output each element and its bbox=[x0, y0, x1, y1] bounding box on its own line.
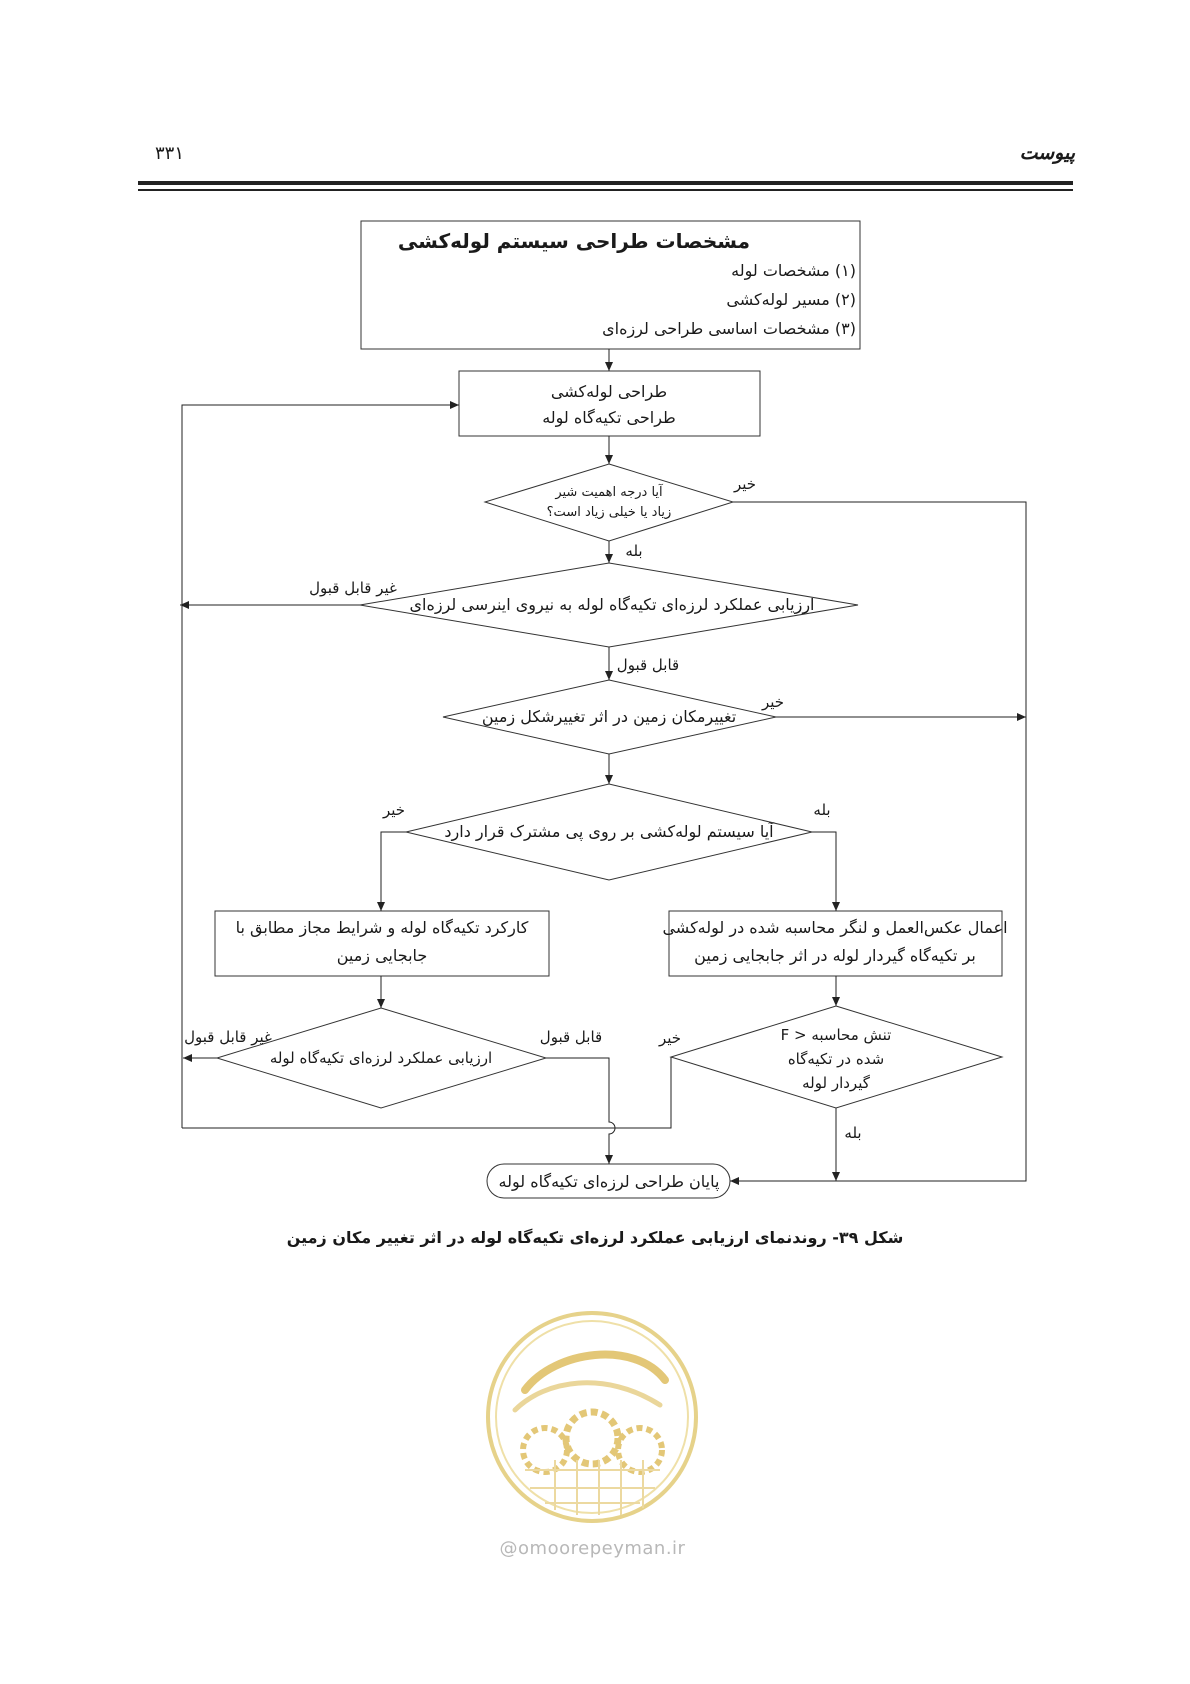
stress-yes-label: بله bbox=[844, 1124, 862, 1142]
section-title: پیوست bbox=[1019, 142, 1075, 164]
foundation-no-label: خیر bbox=[382, 801, 406, 819]
stress-text: F > تنش محاسبه bbox=[780, 1026, 892, 1044]
watermark-logo bbox=[485, 1310, 700, 1525]
spec-title: مشخصات طراحی سیستم لوله‌کشی bbox=[397, 229, 750, 253]
valve-no-label: خیر bbox=[733, 475, 757, 493]
left-box-text: کارکرد تکیه‌گاه لوله و شرایط مجاز مطابق با bbox=[235, 918, 529, 937]
ground-no-label: خیر bbox=[761, 693, 785, 711]
ground-text: تغییرمکان زمین در اثر تغییرشکل زمین bbox=[481, 707, 737, 726]
watermark-url: @omoorepeyman.ir bbox=[499, 1538, 686, 1559]
arrow-foundation-no bbox=[381, 832, 406, 911]
foundation-yes-label: بله bbox=[813, 801, 831, 819]
design-text: طراحی تکیه‌گاه لوله bbox=[542, 408, 676, 427]
spec-item: (۳) مشخصات اساسی طراحی لرزه‌ای bbox=[602, 319, 856, 338]
right-box-text: بر تکیه‌گاه گیردار لوله در اثر جابجایی زمین bbox=[694, 946, 976, 965]
arrow-eval-accept bbox=[546, 1058, 615, 1164]
valve-question: آیا درجه اهمیت شیر bbox=[555, 485, 663, 500]
inertia-text: ارزیابی عملکرد لرزه‌ای تکیه‌گاه لوله به نیروی اینرسی لرزه‌ای bbox=[409, 595, 815, 614]
eval-reject-label: غیر قابل قبول bbox=[184, 1028, 272, 1046]
left-eval-text: ارزیابی عملکرد لرزه‌ای تکیه‌گاه لوله bbox=[269, 1049, 493, 1067]
eval-accept-label: قابل قبول bbox=[539, 1028, 603, 1046]
figure-caption: شکل ۳۹- روندنمای ارزیابی عملکرد لرزه‌ای تکیه‌گاه لوله در اثر تغییر مکان زمین bbox=[286, 1228, 904, 1247]
stress-text: گیردار لوله bbox=[802, 1074, 870, 1092]
page-number: ۳۳۱ bbox=[155, 143, 185, 164]
foundation-text: آیا سیستم لوله‌کشی بر روی پی مشترک قرار دارد bbox=[444, 822, 774, 841]
inertia-reject-label: غیر قابل قبول bbox=[309, 579, 397, 597]
right-box-text: اعمال عکس‌العمل و لنگر محاسبه شده در لوله‌کشی bbox=[662, 918, 1008, 937]
stress-text: شده در تکیه‌گاه bbox=[787, 1050, 885, 1068]
stress-no-label: خیر bbox=[658, 1029, 682, 1047]
end-text: پایان طراحی لرزه‌ای تکیه‌گاه لوله bbox=[498, 1172, 720, 1191]
valve-yes-label: بله bbox=[625, 542, 643, 560]
arrow-foundation-yes bbox=[812, 832, 836, 911]
left-box-text: جابجایی زمین bbox=[336, 946, 428, 965]
inertia-accept-label: قابل قبول bbox=[616, 656, 680, 674]
spec-item: (۱) مشخصات لوله bbox=[731, 261, 856, 280]
valve-question: زیاد یا خیلی زیاد است؟ bbox=[546, 505, 672, 520]
valve-decision-diamond bbox=[485, 464, 733, 541]
design-text: طراحی لوله‌کشی bbox=[550, 382, 668, 401]
spec-item: (۲) مسیر لوله‌کشی bbox=[726, 290, 856, 309]
